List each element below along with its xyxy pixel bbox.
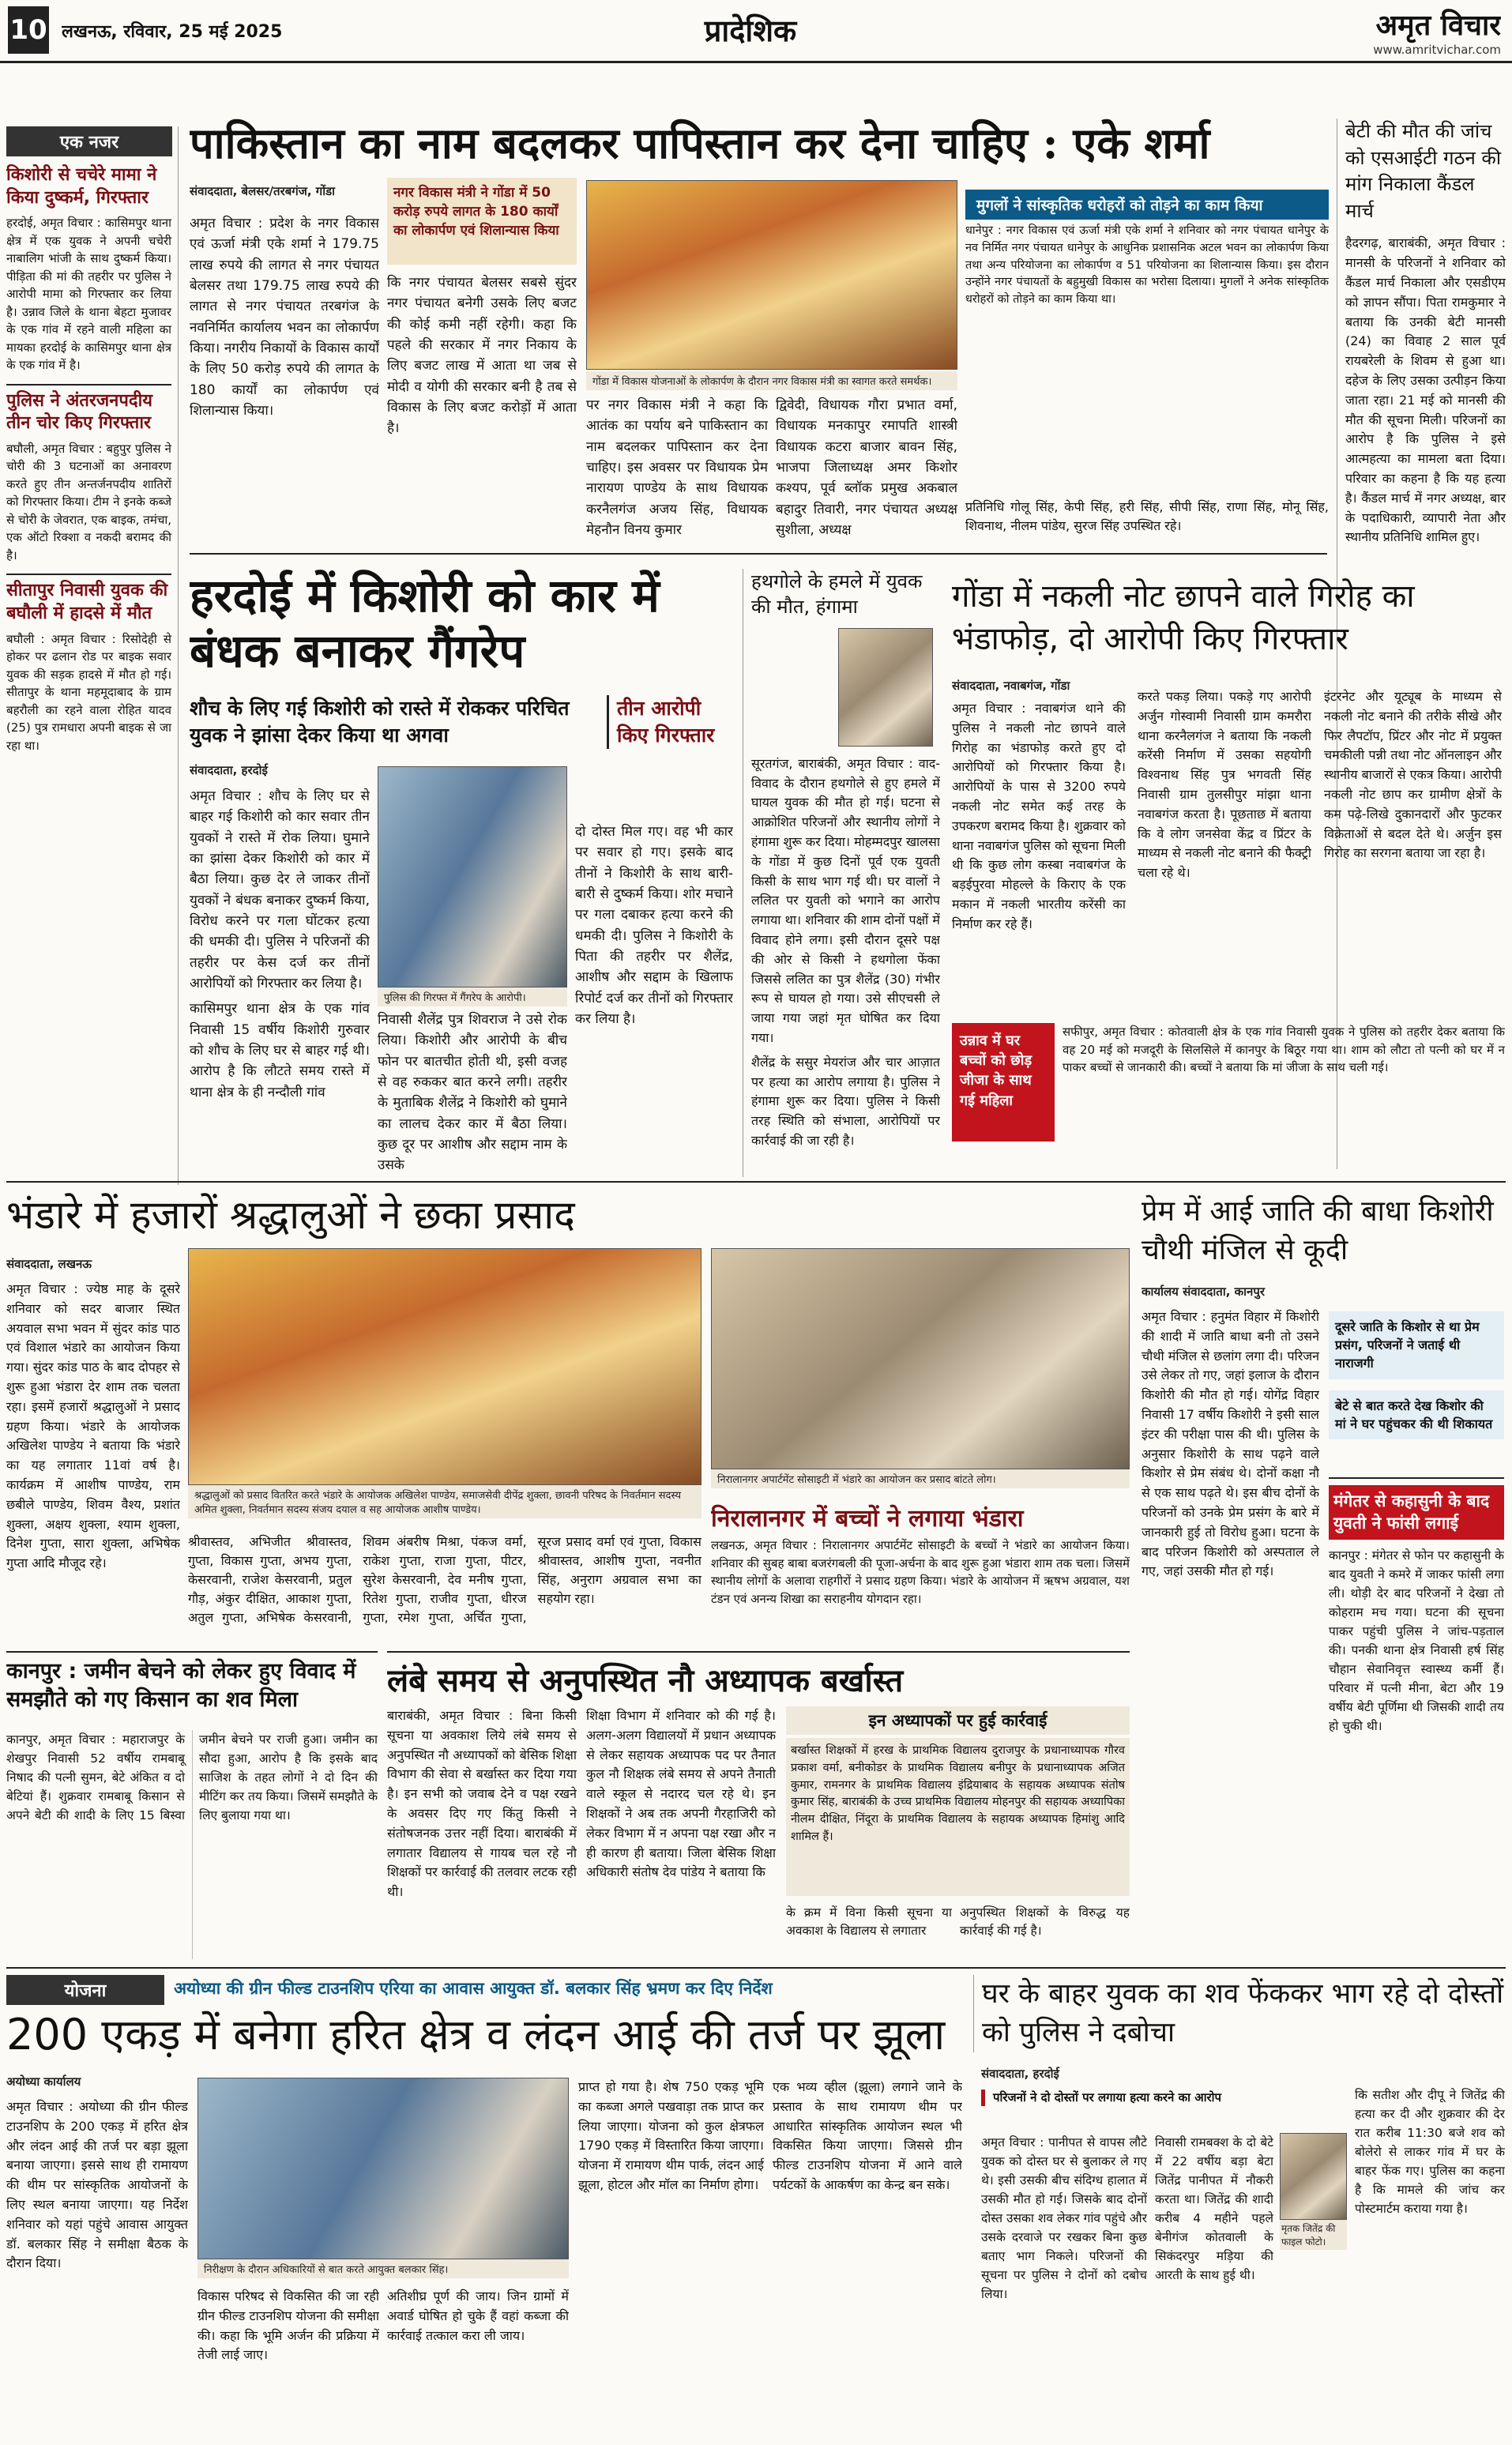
brief-body: हरदोई, अमृत विचार : कासिमपुर थाना क्षेत्र में एक युवक ने अपनी चचेरी नाबालिग भांजी के साथ दुष्कर्म किया। पीड़िता की मां की तहरीर पर पुलिस ने आरोपी मामा को गिरफ्तार कर लिया है। उन्नाव जिले के थाना बेहटा मुजावर के एक गांव में रहने वाली महिला का मायका हरदोई के कासिमपुर थाना क्षेत्र के एक गांव में है।: [6, 216, 171, 373]
bhandara-byline: संवाददाता, लखनऊ: [6, 1257, 92, 1271]
photo-caption: निरालानगर अपार्टमेंट सोसाइटी में भंडारे का आयोजन कर प्रसाद बांटते लोग।: [711, 1469, 1130, 1488]
brief-title: किशोरी से चचेरे मामा ने किया दुष्कर्म, गिरफ्तार: [6, 165, 157, 208]
hardoi-byline: संवाददाता, हरदोई: [190, 763, 268, 777]
teacher-subhead: इन अध्यापकों पर हुई कार्रवाई: [786, 1706, 1130, 1735]
teacher-headline: लंबे समय से अनुपस्थित नौ अध्यापक बर्खास्त: [387, 1651, 1130, 1701]
mangetar-story: [1329, 1477, 1504, 1943]
photo-caption: श्रद्धालुओं को प्रसाद वितरित करते भंडारे के आयोजक अखिलेश पाण्डेय, समाजसेवी दीपेंद्र शुक्ला, छावनी परिषद के निवर्तमान सदस्य अमित शुक्ला, निवर्तमान सदस्य संजय दयाल व सह आयोजक आशीष पाण्डेय।: [188, 1485, 701, 1518]
murder-story: [743, 569, 940, 1177]
website-link[interactable]: www.amritvichar.com: [1373, 43, 1501, 57]
love-body: अमृत विचार : हनुमंत विहार में किशोरी की शादी में जाति बाधा बनी तो उसने चौथी मंजिल से छलांग लगा दी। परिजन उसे लेकर तो गए, जहां इलाज के दौरान किशोरी की मौत हो गई। योगेंद्र विहार निवासी 17 वर्षीय किशोरी ने इसी साल इंटर की परीक्षा पास की थी। पुलिस के अनुसार किशोरी के साथ पढ़ने वाले किशोर से प्रेम संबंध थे। दोनों कक्षा नौ से एक साथ पढ़ते थे। इस बीच दोनों के परिजनों को उनके प्रेम प्रसंग के बारे में जानकारी हुई तो विरोध हुआ। घटना के बाद परिजन किशोरी को अस्पताल ले गए, जहां उसकी मौत हो गई।: [1142, 1309, 1319, 1579]
hardoi-body: अमृत विचार : शौच के लिए घर से बाहर गई किशोरी को कार सवार तीन युवकों ने रास्ते में रोक लिया। घुमाने का झांसा देकर किशोरी को कार में बैठा लिया। कुछ देर ले जाकर तीनों युवकों ने बंधक बनाकर दुष्कर्म किया, विरोध करने पर गला घोंटकर हत्या की धमकी दी। पुलिस ने परिजनों की तहरीर पर केस दर्ज कर तीनों आरोपियों को गिरफ्तार कर लिया है। कासिमपुर थाना क्षेत्र के एक गांव निवासी 15 वर्षीय किशोरी गुरुवार को शौच के लिए घर से बाहर गई थी। आरोप है कि लौटते समय रास्ते में थाना क्षेत्र के ही नन्दौली गांव: [190, 788, 370, 1100]
love-bullet: बेटे से बात करते देख किशोर की मां ने घर पहुंचकर की थी शिकायत: [1329, 1390, 1504, 1439]
niralanagar-headline: निरालानगर में बच्चों ने लगाया भंडारा: [711, 1505, 1024, 1533]
yojana-byline: अयोध्या कार्यालय: [6, 2074, 81, 2089]
top-story-photo: [586, 180, 957, 370]
masthead: [0, 0, 1512, 63]
page-number: 10: [8, 6, 49, 54]
photo-caption: गोंडा में विकास योजनाओं के लोकार्पण के दौरान नगर विकास मंत्री का स्वागत करते समर्थक।: [586, 371, 957, 390]
top-story-body: कि नगर पंचायत बेलसर सबसे सुंदर नगर पंचायत बनेगी उसके लिए बजट की कोई कमी नहीं रहेगी। कहा कि पहले की सरकार में नगर निकाय के लिए बजट लाख में आता था जब से मोदी व योगी की सरकार बनी है तब से विकास के लिए बजट करोड़ों में आता है।: [387, 275, 577, 437]
yojana-body: अतिशीघ्र पूर्ण की जाय। जिन ग्रामों में अवार्ड घोषित हो चुके हैं वहां कब्जा की कार्रवाई तत्काल करा ली जाय।: [387, 2289, 569, 2343]
top-story-body: पर नगर विकास मंत्री ने कहा कि आतंक का पर्याय बने पाकिस्तान का नाम बदलकर पापिस्तान कर देना चाहिए। इस अवसर पर विधायक प्रेम नारायण पाण्डेय के साथ विधायक करनैलगंज अजय सिंह, विधायक मेहनौन विनय कुमार: [586, 397, 768, 539]
teacher-list: बर्खास्त शिक्षकों में हरख के प्राथमिक विद्यालय दुराजपुर के प्रधानाध्यापक गौरव प्रकाश वर्मा, बनीकोडर के प्राथमिक विद्यालय बनीपुर के प्रधानाध्यापक अजित कुमार, रामनगर के प्राथमिक विद्यालय इंद्रियाबाद के सहायक अध्यापक संतोष कुमार सिंह, बाराबंकी के उच्च प्राथमिक विद्यालय मोहनपुर की सहायक अध्यापिका नीलम दीक्षित, निंदूरा के प्राथमिक विद्यालय के सहायक अध्यापक हिमांशु आदि शामिल हैं।: [786, 1738, 1130, 1896]
gonda-body: इंटरनेट और यूट्यूब के माध्यम से नकली नोट बनाने की तरीके सीखे और फिर लैपटॉप, प्रिंटर और नोट में प्रयुक्त चमकीली पन्नी तथा नोट ऑनलाइन और स्थानीय बाजारों से एकत्र किया। आरोपी नकली नोट छाप कर ग्रामीण क्षेत्रों के कम पढ़े-लिखे दुकानदारों और फुटकर विक्रेताओं से बदल देते थे। अर्जुन इस गिरोह का सरगना बताया जा रहा है।: [1324, 689, 1502, 861]
sub-story-label: मुगलों ने सांस्कृतिक धरोहरों को तोड़ने का काम किया: [965, 190, 1329, 220]
bhandara-photo: [188, 1248, 701, 1485]
mangetar-headline: मंगेतर से कहासुनी के बाद युवती ने फांसी लगाई: [1329, 1485, 1504, 1540]
pull-quote: नगर विकास मंत्री ने गोंडा में 50 करोड़ रुपये लागत के 180 कार्यों का लोकार्पण एवं शिलान्यास किया: [387, 178, 577, 265]
bhandara-names: श्रीवास्तव, अभिजीत श्रीवास्तव, गुप्ता, विकास गुप्ता, अभय गुप्ता, केसरवानी, राजेश केसरवानी, प्रतुल गौड़, अंकुर दीक्षित, आकाश गुप्ता, अतुल गुप्ता, अभिषेक केसरवानी, शिवम अंबरीष मिश्रा, पंकज वर्मा, राकेश गुप्ता, राजा गुप्ता, पीटर, सुरेश केसरवानी, देव मनीष गुप्ता, रितेश गुप्ता, राजीव गुप्ता, धीरज गुप्ता, रमेश गुप्ता, अर्चित गुप्ता, सूरज प्रसाद वर्मा एवं गुप्ता, विकास श्रीवास्तव, आशीष गुप्ता, नवनीत सिंह, अनुराग अग्रवाल सभा का सहयोग रहा।: [188, 1534, 701, 1625]
top-story-headline: पाकिस्तान का नाम बदलकर पापिस्तान कर देना चाहिए : एके शर्मा: [190, 118, 1210, 168]
photo-caption: निरीक्षण के दौरान अधिकारियों से बात करते आयुक्त बलकार सिंह।: [197, 2259, 569, 2278]
yojana-body: विकास परिषद से विकसित की जा रही ग्रीन फील्ड टाउनशिप योजना की समीक्षा की। कहा कि भूमि अर्जन की प्रक्रिया में तेजी लाई जाए।: [197, 2289, 379, 2363]
teacher-body: अनुपस्थित शिक्षकों के विरुद्ध यह कार्रवाई की गई है।: [960, 1905, 1130, 1939]
love-headline: प्रेम में आई जाति की बाधा किशोरी चौथी मंजिल से कूदी: [1142, 1195, 1494, 1266]
dateline: लखनऊ, रविवार, 25 मई 2025: [62, 22, 283, 42]
hardoi-subhead: शौच के लिए गई किशोरी को रास्ते में रोककर परिचित युवक ने झांसा देकर किया था अगवा: [190, 697, 570, 747]
brief-body: बघौली : अमृत विचार : रिसोदेही से होकर पर ढलान रोड पर बाइक सवार युवक की सड़क हादसे में मौत हो गई। सीतापुर के थाना महमूदाबाद के ग्राम बहरौली का रहने वाला रोहित यादव (25) पुत्र रामधारा अपनी बाइक से जा रहा था।: [6, 631, 171, 753]
ghar-body: अमृत विचार : पानीपत से वापस लौटे युवक को दोस्त घर से बुलाकर ले गए थे। इसी उसकी बीच संदिग्ध हालात में उसकी मौत हो गई। जिसके बाद दोनों दोस्त उसका शव लेकर गांव पहुंचे और उसके दरवाजे पर रखकर बिना कुछ बताए भाग निकले। परिजनों की सूचना पर पुलिस ने दोनों को दबोच लिया।: [981, 2135, 1147, 2302]
teacher-body: के क्रम में विना किसी सूचना या अवकाश के विद्यालय से लगातार: [786, 1905, 952, 1939]
unnao-body: सफीपुर, अमृत विचार : कोतवाली क्षेत्र के एक गांव निवासी युवक ने पुलिस को तहरीर देकर बताया कि वह 20 मई को मजदूरी के सिलसिले में कानपुर के बिठूर गया था। शाम को लौटा तो पत्नी को घर में न पाकर बच्चों से जानकारी की। बच्चों ने बताया कि मां जीजा के साथ चली गई।: [1063, 1025, 1505, 1074]
brief-title: पुलिस ने अंतरजनपदीय तीन चोर किए गिरफ्तार: [6, 390, 153, 434]
divider: [190, 553, 1327, 555]
right-top-body: हैदरगढ़, बाराबंकी, अमृत विचार : मानसी के परिजनों ने शनिवार को कैंडल मार्च निकाला और एसडीएम को ज्ञापन सौंपा। पिता रामकुमार ने बताया कि उनकी बेटी मानसी (24) का विवाह 2 साल पूर्व रायबरेली के शिवम से हुआ था। दहेज के लिए उसका उत्पीड़न किया जाता रहा। 21 मई को मानसी की मौत की सूचना मिली। परिजनों का आरोप है कि पुलिस ने इसे आत्महत्या का मामला बता दिया। परिवार का कहना है कि यह हत्या है। कैंडल मार्च में नगर अध्यक्ष, बार के पदाधिकारी, व्यापारी नेता और स्थानीय प्रतिनिधि शामिल हुए।: [1345, 235, 1506, 545]
hardoi-body: निवासी शैलेंद्र पुत्र शिवराज ने उसे रोक लिया। किशोरी और आरोपी के बीच फोन पर बातचीत होती थी, इसी वजह से वह रुककर बात करने लगी। तहरीर के मुताबिक शैलेंद्र ने किशोरी को घुमाने का लालच देकर कार में बैठा लिया। कुछ दूर पर आशीष और सद्दाम नाम के उसके: [378, 1012, 567, 1174]
top-story-body: द्विवेदी, विधायक गौरा प्रभात वर्मा, विधायक मनकापुर रमापति शास्त्री विधायक कटरा बाजार बावन सिंह, भाजपा जिलाध्यक्ष अमर किशोर कश्यप, पूर्व ब्लॉक प्रमुख अकबाल बहादुर तिवारी, नगर पंचायत अध्यक्ष सुशीला, अध्यक्ष: [776, 397, 957, 539]
ghar-body: निवासी रामबक्श के दो बेटे में 22 वर्षीय बड़ा बेटा जितेंद्र पानीपत में नौकरी करता था। जितेंद्र की शादी करीब 4 महीने पहले बेनीगंज कोतवाली के सिकंदरपुर मड़िया की आरती के साथ हुई थी।: [1155, 2135, 1273, 2283]
murder-body: शैलेंद्र के ससुर मेयरांज और चार आज़ात पर हत्या का आरोप लगाया है। पुलिस ने हंगामा शुरू कर दिया। पुलिस ने किसी तरह स्थिति को संभाला, आरोपियों पर कार्रवाई की जा रही है।: [751, 1054, 940, 1148]
ghar-byline: संवाददाता, हरदोई: [981, 2067, 1059, 2081]
yojana-headline: 200 एकड़ में बनेगा हरित क्षेत्र व लंदन आई की तर्ज पर झूला: [6, 2011, 946, 2059]
yojana-body: एक भव्य व्हील (झूला) लगाने जाने के प्रस्ताव के साथ रामायण थीम पर आधारित सांस्कृतिक आयोजन स्थल भी विकसित किया जाएगा। जिससे ग्रीन फील्ड टाउनशिप योजना में आने वाले पर्यटकों के आकर्षण का केन्द्र बन सके।: [773, 2079, 962, 2192]
photo-caption: पुलिस की गिरफ्त में गैंगरेप के आरोपी।: [378, 987, 567, 1006]
sub-story-body: धानेपुर : नगर विकास एवं ऊर्जा मंत्री एके शर्मा ने शनिवार को नगर पंचायत धानेपुर के नव निर्मित नगर पंचायत धानेपुर के आधुनिक प्रशासनिक अटल भवन का लोकार्पण किया तथा अन्य परियोजना का लोकार्पण व 51 परियोजना का शिलान्यास किया। इस दौरान उन्होंने नगर पंचायतों के बहुमुखी विकास का भरोसा दिलाया। मुगलों ने अनेक सांस्कृतिक धरोहरों को तोड़ने का काम किया था।: [965, 224, 1329, 306]
gonda-body: करते पकड़ लिया। पकड़े गए आरोपी अर्जुन गोस्वामी निवासी ग्राम कमरौरा थाना करनैलगंज ने बताया कि नकली करेंसी निर्माण में उसका सहयोगी विश्वनाथ सिंह पुत्र भगवती सिंह निवासी ग्राम तुलसीपुर मांझा थाना नवाबगंज करता है। पूछताछ में बताया कि वे लोग जनसेवा केंद्र व प्रिंटर के माध्यम से नकली नोट बनाने की फैक्ट्री चला रहे थे।: [1138, 689, 1311, 881]
love-bullet: दूसरे जाति के किशोर से था प्रेम प्रसंग, परिजनों ने जताई थी नाराजगी: [1329, 1311, 1504, 1379]
ghar-body: कि सतीश और दीपू ने जितेंद्र की हत्या कर दी और शुक्रवार की देर रात करीब 11:30 बजे शव को बोलेरो से लाकर गांव में घर के बाहर फेंक गए। पुलिस का कहना है कि मामले की जांच कर पोस्टमार्टम कराया गया है।: [1355, 2088, 1505, 2217]
gonda-byline: संवाददाता, नवाबगंज, गोंडा: [952, 679, 1070, 693]
gonda-body: अमृत विचार : नवाबगंज थाने की पुलिस ने नकली नोट छापने वाले गिरोह का भंडाफोड़ करते हुए दो आरोपियों को गिरफ्तार किया है। आरोपियों के पास से 3200 रुपये नकली नोट समेत कई तरह के उपकरण बरामद किया है। शुक्रवार को थाना नवाबगंज पुलिस को सूचना मिली थी कि कुछ लोग कस्बा नवाबगंज के बड़ईपुरवा मोहल्ले के किराए के एक मकान में नकली भारतीय करेंसी का निर्माण कर रहे हैं।: [952, 701, 1126, 931]
bhandara-headline: भंडारे में हजारों श्रद्धालुओं ने छका प्रसाद: [6, 1193, 575, 1238]
murder-photo: [838, 628, 933, 747]
photo-caption: मृतक जितेंद्र की फाइल फोटो।: [1280, 2220, 1347, 2250]
niralanagar-photo: [711, 1248, 1130, 1469]
sub-story-body: प्रतिनिधि गोलू सिंह, केपी सिंह, हरी सिंह, सीपी सिंह, राणा सिंह, मोनू सिंह, शिवनाथ, नीलम पांडेय, सुरज सिंह उपस्थित रहे।: [965, 499, 1329, 533]
right-top-headline: बेटी की मौत की जांच को एसआईटी गठन की मांग निकाला कैंडल मार्च: [1345, 120, 1502, 222]
murder-headline: हथगोले के हमले में युवक की मौत, हंगामा: [751, 570, 923, 619]
hardoi-headline: हरदोई में किशोरी को कार में बंधक बनाकर गैंगरेप: [190, 569, 660, 678]
murder-body: सूरतगंज, बाराबंकी, अमृत विचार : वाद-विवाद के दौरान हथगोले से हुए हमले में घायल युवक की मौत हो गई। घटना से आक्रोशित परिजनों और स्थानीय लोगों ने हंगामा शुरू कर दिया। मोहम्मदपुर खालसा के गोंडा में कुछ दिनों पूर्व एक युवती किसी के साथ भाग गई थी। घर वालों ने ललित पर युवती को भगाने का आरोप लगाया था। शनिवार की शाम दोनों पक्षों में विवाद होने लगा। इसी दौरान दूसरे पक्ष की ओर से किसी ने हथगोला फेंका जिससे ललित का पुत्र शैलेंद्र (30) गंभीर रूप से घायल हो गया। उसे सीएचसी ले जाया गया जहां मृत घोषित कर दिया गया।: [751, 755, 940, 1045]
yojana-kicker: अयोध्या की ग्रीन फील्ड टाउनशिप एरिया का आवास आयुक्त डॉ. बलकार सिंह भ्रमण कर दिए निर्देश: [174, 1979, 773, 1998]
kanpur-body: कानपुर, अमृत विचार : महाराजपुर के शेखपुर निवासी 52 वर्षीय रामबाबू निषाद की पत्नी सुमन, बेटे अंकित व दो बेटियां हैं। शुक्रवार रामबाबू किसान से अपने बेटी की शादी के लिए 15 बिस्वा जमीन बेचने पर राजी हुआ। जमीन का सौदा हुआ, आरोप है कि इसके बाद साजिश के तहत लोगों ने दो दिन की मीटिंग कर तय किया। जिसमें समझौते के लिए बुलाया गया था।: [6, 1732, 378, 1823]
bhandara-body: अमृत विचार : ज्येष्ठ माह के दूसरे शनिवार को सदर बाजार स्थित अयवाल सभा भवन में सुंदर कांड पाठ एवं विशाल भंडारे का आयोजन किया गया। सुंदर कांड पाठ के बाद दोपहर से शुरू हुआ भंडारा देर शाम तक चलता रहा। इसमें हजारों श्रद्धालुओं ने प्रसाद ग्रहण किया। भंडारे के आयोजक अखिलेश पाण्डेय ने बताया कि भंडारे का यह लगातार 11वां वर्ष है। कार्यक्रम में आशीष पाण्डेय, राम छबीले पाण्डेय, शिवम वैश्य, प्रशांत शुक्ला, अक्षय शुक्ला, श्याम शुक्ला, दिनेश गुप्ता, सारा शुक्ला, अभिषेक गुप्ता आदि मौजूद रहे।: [6, 1281, 180, 1571]
ghar-quote: परिजनों ने दो दोस्तों पर लगाया हत्या करने का आरोप: [981, 2090, 1329, 2106]
brief-title: सीतापुर निवासी युवक की बघौली में हादसे में मौत: [6, 581, 168, 623]
ghar-photo: [1280, 2133, 1347, 2220]
mangetar-body: कानपुर : मंगेतर से फोन पर कहासुनी के बाद युवती ने कमरे में जाकर फांसी लगा ली। थोड़ी देर बाद परिजनों ने देखा तो कोहराम मच गया। घटना की सूचना पाकर पहुंची पुलिस ने जांच-पड़ताल की। पनकी थाना क्षेत्र निवासी हर्ष सिंह चौहान सेवानिवृत्त स्वास्थ्य कर्मी हैं। परिवार में पत्नी मीना, बेटा और 19 वर्षीय बेटी पूर्णिमा थी जिसकी शादी तय हो चुकी थी।: [1329, 1548, 1504, 1733]
teacher-body: बाराबंकी, अमृत विचार : बिना किसी सूचना या अवकाश लिये लंबे समय से अनुपस्थित नौ अध्यापकों को बेसिक शिक्षा विभाग की सेवा से बर्खास्त कर दिया गया है। इन सभी को जवाब देने व पक्ष रखने के अवसर दिए गए किंतु किसी ने संतोषजनक उत्तर नहीं दिया। बाराबंकी में लगातार विद्यालय से गायब चल रहे नौ शिक्षकों पर कार्रवाई की तलवार लटक रही थी।: [387, 1708, 577, 1900]
brief-body: बघौली, अमृत विचार : बहुपुर पुलिस ने चोरी की 3 घटनाओं का अनावरण करते हुए तीन अन्तर्जनपदीय शातिरों को गिरफ्तार किया। टीम ने इनके कब्जे से चोरी के जेवरात, एक बाइक, तमंचा, एक ऑटो रिक्शा व नकदी बरामद की है।: [6, 441, 171, 562]
top-story-body: अमृत विचार : प्रदेश के नगर विकास एवं ऊर्जा मंत्री एके शर्मा ने 179.75 लाख रुपये की लागत से नगर पंचायत बेलसर तथा 179.75 लाख रुपये की लागत से नगर पंचायत तरबगंज के नवनिर्मित कार्यालय भवन का लोकार्पण किया। नगरीय निकायों के विकास कार्यों के लिए 50 करोड़ रुपये की लागत के 180 कार्यों का लोकार्पण एवं शिलान्यास किया।: [190, 216, 379, 419]
left-column: [6, 126, 179, 1185]
love-byline: कार्यालय संवाददाता, कानपुर: [1142, 1285, 1266, 1299]
section-label-ek-nazar: एक नजर: [6, 126, 172, 156]
gonda-headline: गोंडा में नकली नोट छापने वाले गिरोह का भंडाफोड़, दो आरोपी किए गिरफ्तार: [952, 578, 1415, 657]
niralanagar-body: लखनऊ, अमृत विचार : निरालानगर अपार्टमेंट सोसाइटी के बच्चों ने भंडारे का आयोजन किया। शनिवार की सुबह बाबा बजरंगबली की पूजा-अर्चना के बाद शुरू हुआ भंडारा शाम तक चला। जिसमें स्थानीय लोगों के अलावा राहगीरों ने प्रसाद ग्रहण किया। भंडारे के आयोजन में ऋषभ अग्रवाल, यश टंडन एवं अनन्य शिखा का सराहनीय योगदान रहा।: [711, 1538, 1130, 1606]
kanpur-headline: कानपुर : जमीन बेचने को लेकर हुए विवाद में समझौते को गए किसान का शव मिला: [6, 1651, 378, 1715]
yojana-body: अमृत विचार : अयोध्या की ग्रीन फील्ड टाउनशिप के 200 एकड़ में हरित क्षेत्र और लंदन आई की तर्ज पर बड़ा झूला बनाया जाएगा। इससे साथ ही रामायण की थीम पर सांस्कृतिक आयोजनों के लिए स्थल बनाया जाएगा। यह निर्देश शनिवार को यहां पहुंचे आवास आयुक्त डॉ. बलकार सिंह ने समीक्षा बैठक के दौरान दिया।: [6, 2099, 188, 2271]
hardoi-body: दो दोस्त मिल गए। वह भी कार पर सवार हो गए। इसके बाद तीनों ने किशोरी के साथ बारी-बारी से दुष्कर्म किया। शोर मचाने पर गला दबाकर हत्या करने की धमकी दी। पुलिस ने किशोरी के पिता की तहरीर पर शैलेंद्र, आशीष और सद्दाम के खिलाफ रिपोर्ट दर्ज कर तीनों को गिरफ्तार कर लिया है।: [575, 824, 733, 1028]
unnao-label-box: उन्नाव में घर बच्चों को छोड़ जीजा के साथ गई महिला: [952, 1023, 1055, 1142]
section-title: प्रादेशिक: [704, 13, 797, 48]
hardoi-side-deck: तीन आरोपी किए गिरफ्तार: [607, 695, 725, 749]
hardoi-photo: [378, 766, 567, 987]
yojana-photo: [197, 2078, 569, 2259]
section-label-yojana: योजना: [6, 1975, 164, 2005]
teacher-body: शिक्षा विभाग में शनिवार को की गई है। अलग-अलग विद्यालयों में प्रधान अध्यापक से लेकर सहायक अध्यापक पद पर तैनात कुल नौ शिक्षक लंबे समय से अपने तैनाती वाले स्कूल से नदारद चल रहे थे। इन शिक्षकों ने अब तक अपनी गैरहाजिरी को लेकर विभाग में न अपना पक्ष रखा और न ही कारण ही बताया। जिला बेसिक शिक्षा अधिकारी संतोष देव पांडेय ने बताया कि: [586, 1708, 776, 1880]
divider: [6, 1181, 1506, 1183]
ghar-headline: घर के बाहर युवक का शव फेंककर भाग रहे दो दोस्तों को पुलिस ने दबोचा: [973, 1975, 1506, 2052]
top-story-byline: संवाददाता, बेलसर/तरबगंज, गोंडा: [190, 184, 336, 198]
brand-logo: अमृत विचार: [1375, 9, 1501, 42]
divider: [6, 1967, 1506, 1969]
yojana-body: प्राप्त हो गया है। शेष 750 एकड़ भूमि का कब्जा अगले पखवाड़ा तक प्राप्त कर लिया जाएगा। योजना को कुल क्षेत्रफल 1790 एकड़ में विस्तारित किया जाएगा। योजना में रामायण थीम पार्क, लंदन आई झूला, होटल और मॉल का निर्माण होगा।: [578, 2079, 764, 2192]
